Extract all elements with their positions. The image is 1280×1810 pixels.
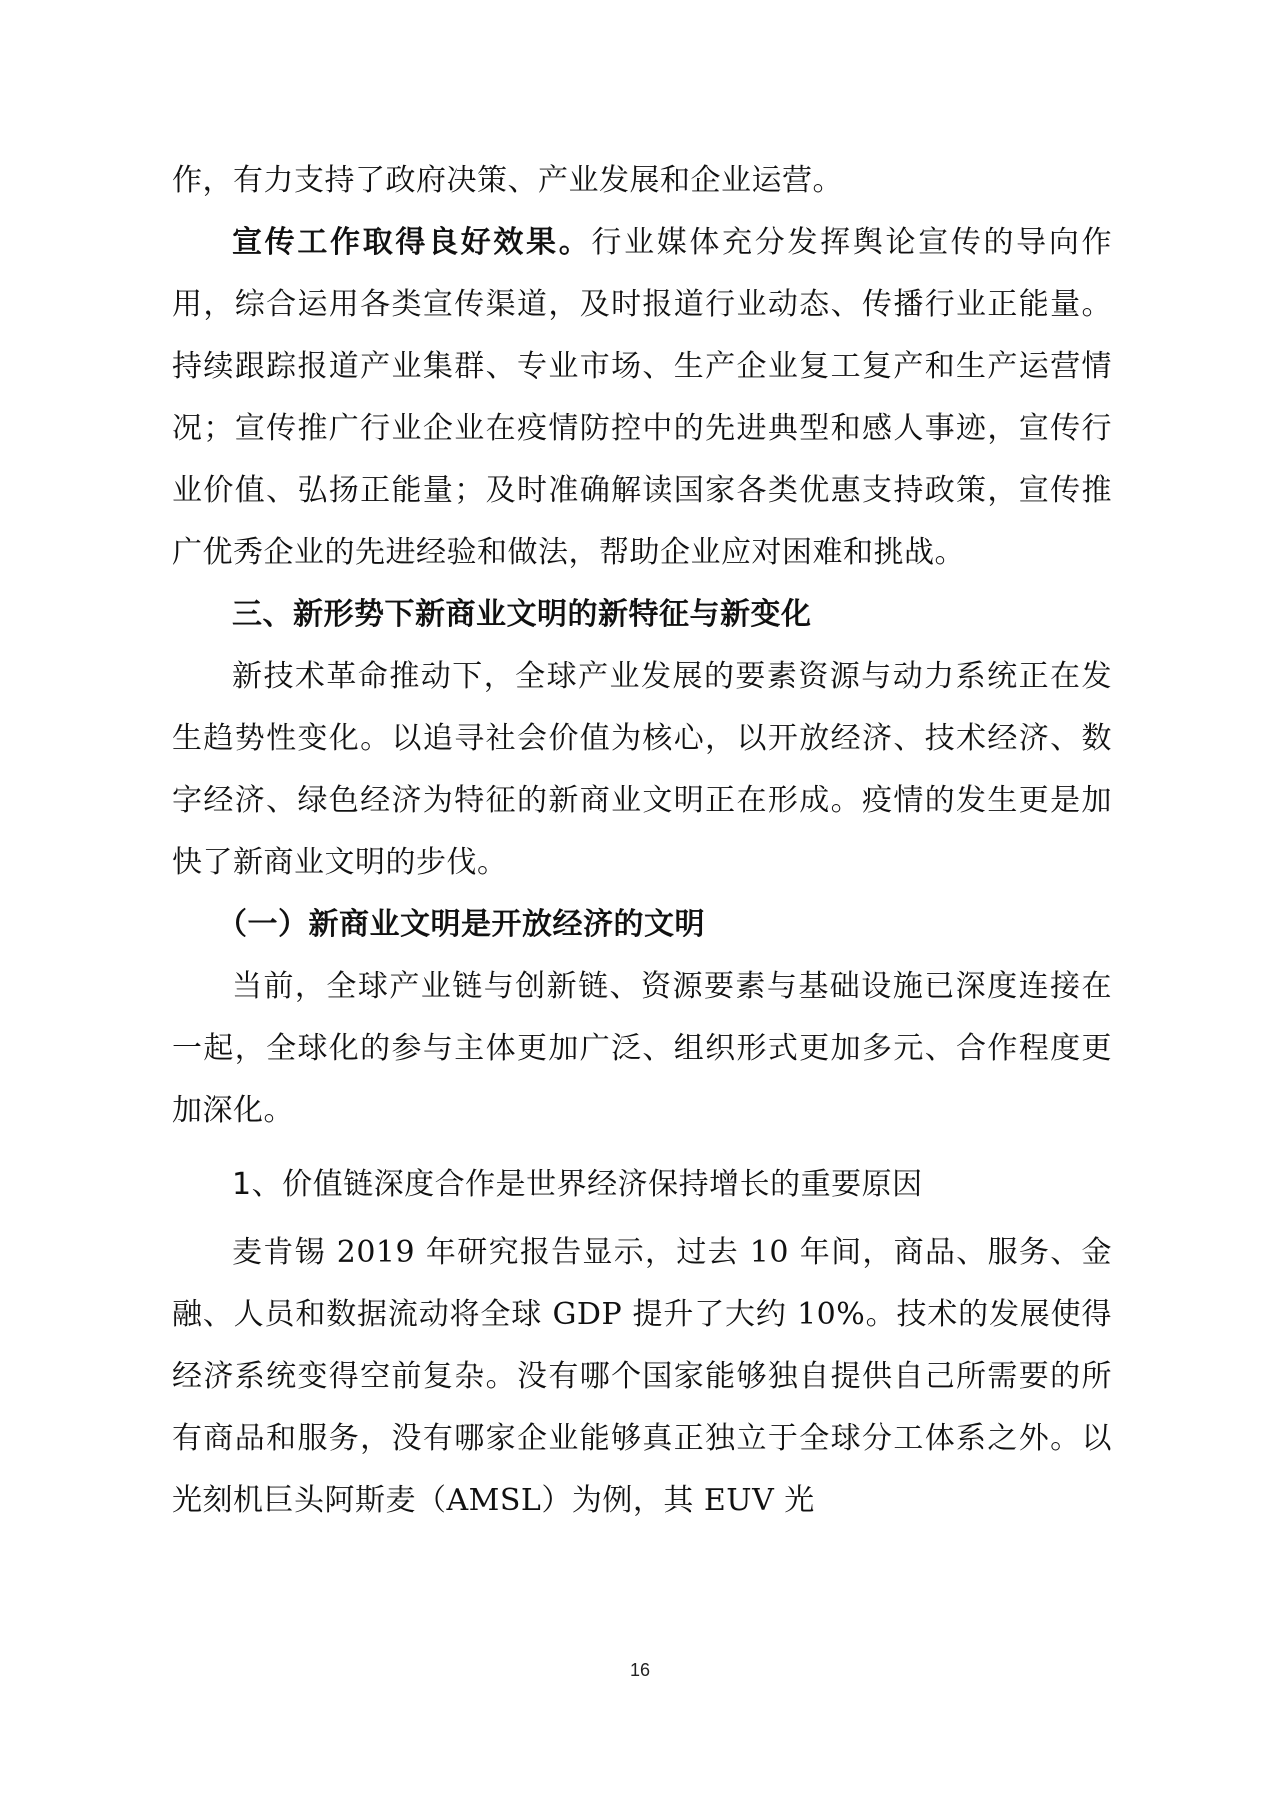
page-number: 16: [629, 1660, 651, 1680]
paragraph-2-text: 行业媒体充分发挥舆论宣传的导向作用，综合运用各类宣传渠道，及时报道行业动态、传播行业正能量。持续跟踪报道产业集群、专业市场、生产企业复工复产和生产运营情况；宣传推广行业企业在疫情防控中的先进典型和感人事迹，宣传行业价值、弘扬正能量；及时准确解读国家各类优惠支持政策，宣传推广优秀企业的先进经验和做法，帮助企业应对困难和挑战。: [172, 225, 1113, 570]
item-heading-1: 1、价值链深度合作是世界经济保持增长的重要原因: [232, 1167, 923, 1202]
paragraph-4: 当前，全球产业链与创新链、资源要素与基础设施已深度连接在一起，全球化的参与主体更加广泛、组织形式更加多元、合作程度更加深化。: [172, 969, 1112, 1128]
paragraph-2: [172, 212, 1112, 584]
body-text: [172, 150, 1112, 1532]
paragraph-3: 新技术革命推动下，全球产业发展的要素资源与动力系统正在发生趋势性变化。以追寻社会价值为核心，以开放经济、技术经济、数字经济、绿色经济为特征的新商业文明正在形成。疫情的发生更是加快了新商业文明的步伐。: [172, 659, 1112, 880]
paragraph-5: 麦肯锡 2019 年研究报告显示，过去 10 年间，商品、服务、金融、人员和数据流动将全球 GDP 提升了大约 10%。技术的发展使得经济系统变得空前复杂。没有哪个国家能够独自提供自己所需要的所有商品和服务，没有哪家企业能够真正独立于全球分工体系之外。以光刻机巨头阿斯麦（AMSL）为例，其 EUV 光: [172, 1235, 1112, 1518]
paragraph-1: 作，有力支持了政府决策、产业发展和企业运营。: [172, 163, 843, 198]
subsection-heading-1: （一）新商业文明是开放经济的文明: [217, 907, 705, 942]
section-heading-3: 三、新形势下新商业文明的新特征与新变化: [232, 597, 812, 632]
paragraph-2-lead: 宣传工作取得良好效果。: [232, 225, 592, 260]
